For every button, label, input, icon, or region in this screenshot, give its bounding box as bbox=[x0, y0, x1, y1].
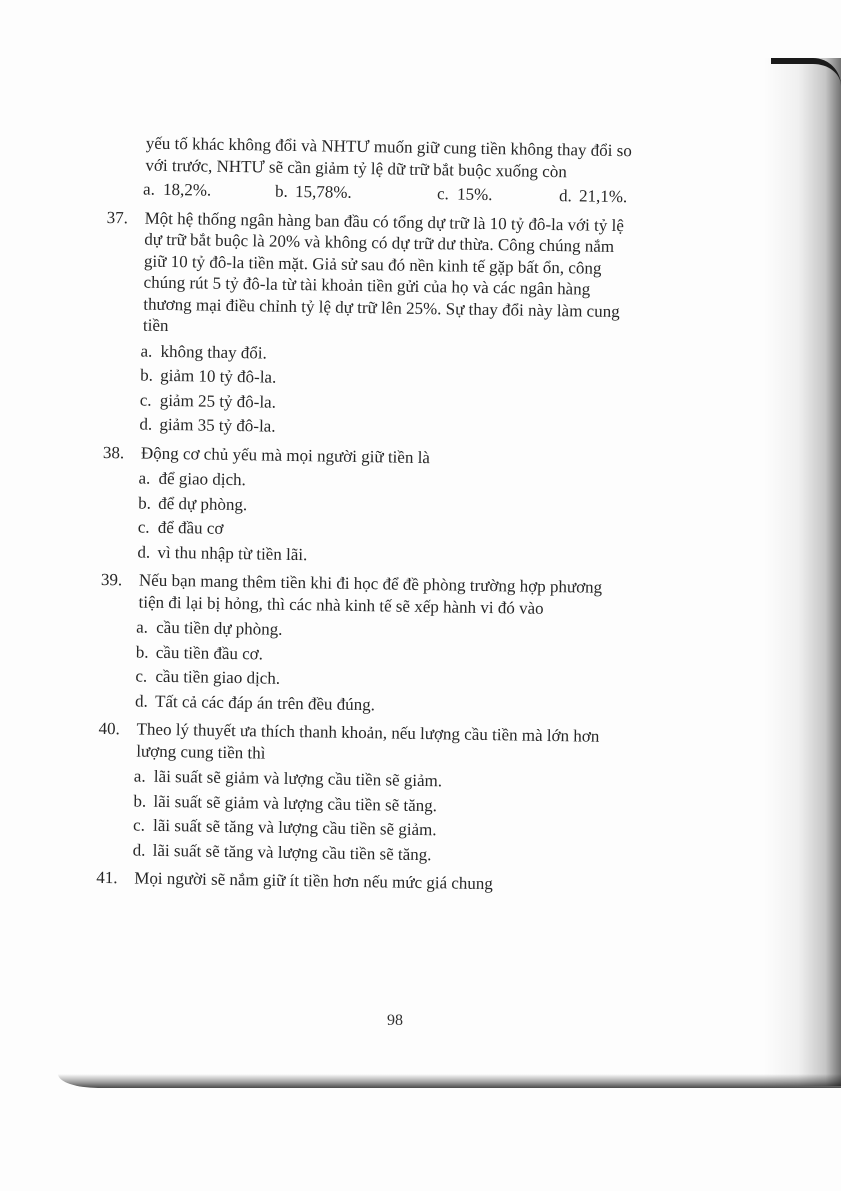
option-b: b. cầu tiền đầu cơ. bbox=[135, 642, 264, 663]
question-line: tiền bbox=[142, 315, 169, 335]
question-line: Động cơ chủ yếu mà mọi người giữ tiền là bbox=[140, 443, 431, 467]
option-c: c. để đầu cơ bbox=[137, 517, 224, 538]
option-c: c. lãi suất sẽ tăng và lượng cầu tiền sẽ giảm. bbox=[132, 815, 437, 840]
page-content bbox=[96, 132, 758, 899]
question-38-options bbox=[101, 467, 752, 572]
option-b: b. để dự phòng. bbox=[138, 493, 248, 514]
question-number: 41. bbox=[96, 867, 118, 888]
question-number: 37. bbox=[106, 207, 129, 227]
question-39 bbox=[100, 569, 751, 622]
question-line: Nếu bạn mang thêm tiền khi đi học để đề phòng trường hợp phương bbox=[138, 570, 603, 597]
option-a: a. không thay đổi. bbox=[140, 341, 267, 363]
option-a: a. cầu tiền dự phòng. bbox=[136, 617, 283, 639]
option-a: a. 18,2%. bbox=[142, 179, 212, 200]
page-number: 98 bbox=[387, 1012, 403, 1029]
question-line: chúng rút 5 tỷ đô-la từ tài khoản tiền gửi của họ và các ngân hàng bbox=[143, 272, 591, 299]
question-line: Mọi người sẽ nắm giữ ít tiền hơn nếu mức giá chung bbox=[134, 868, 494, 894]
question-37 bbox=[105, 206, 757, 345]
question-39-options bbox=[99, 616, 750, 721]
question-40-options bbox=[97, 765, 748, 870]
option-c: c. cầu tiền giao dịch. bbox=[135, 666, 281, 688]
question-line: Một hệ thống ngân hàng ban đầu có tổng dự trữ là 10 tỷ đô-la với tỷ lệ bbox=[144, 208, 625, 235]
intro-line: yếu tố khác không đổi và NHTƯ muốn giữ cung tiền không thay đổi so bbox=[145, 133, 632, 161]
question-line: dự trữ bắt buộc là 20% và không có dự trữ dư thừa. Công chúng nắm bbox=[144, 229, 615, 256]
option-d: d. giảm 35 tỷ đô-la. bbox=[139, 414, 276, 436]
question-line: tiện đi lại bị hỏng, thì các nhà kinh tế sẽ xếp hành vi đó vào bbox=[138, 592, 544, 618]
question-line: lượng cung tiền thì bbox=[136, 741, 266, 763]
option-b: b. giảm 10 tỷ đô-la. bbox=[140, 365, 277, 387]
question-number: 39. bbox=[100, 569, 123, 590]
option-a: a. lãi suất sẽ giảm và lượng cầu tiền sẽ giảm. bbox=[133, 766, 443, 791]
option-b: b. lãi suất sẽ giảm và lượng cầu tiền sẽ tăng. bbox=[133, 790, 438, 815]
question-37-options bbox=[103, 339, 754, 444]
option-b: b. 15,78%. bbox=[274, 181, 352, 202]
question-line: giữ 10 tỷ đô-la tiền mặt. Giả sử sau đó nền kinh tế gặp bất ổn, công bbox=[143, 251, 602, 278]
scan-edge-bottom bbox=[58, 1074, 841, 1088]
option-a: a. để giao dịch. bbox=[138, 468, 247, 490]
question-line: thương mại điều chỉnh tỷ lệ dự trữ lên 25%. Sự thay đổi này làm cung bbox=[143, 294, 620, 321]
option-d: d. lãi suất sẽ tăng và lượng cầu tiền sẽ tăng. bbox=[132, 839, 432, 864]
intro-line: với trước, NHTƯ sẽ cần giảm tỷ lệ dữ trữ bắt buộc xuống còn bbox=[145, 155, 567, 181]
question-line: Theo lý thuyết ưa thích thanh khoản, nếu lượng cầu tiền mà lớn hơn bbox=[136, 719, 600, 746]
option-d: d. vì thu nhập từ tiền lãi. bbox=[137, 542, 308, 564]
question-number: 38. bbox=[102, 442, 125, 462]
option-d: d. 21,1%. bbox=[558, 186, 628, 207]
option-c: c. 15%. bbox=[436, 184, 493, 205]
option-d: d. Tất cả các đáp án trên đều đúng. bbox=[134, 690, 376, 714]
question-number: 40. bbox=[98, 718, 121, 739]
question-40 bbox=[98, 718, 749, 771]
intro-continuation bbox=[107, 132, 758, 210]
question-41 bbox=[96, 867, 746, 899]
option-c: c. giảm 25 tỷ đô-la. bbox=[139, 390, 277, 412]
scan-shadow-right bbox=[763, 58, 841, 1086]
